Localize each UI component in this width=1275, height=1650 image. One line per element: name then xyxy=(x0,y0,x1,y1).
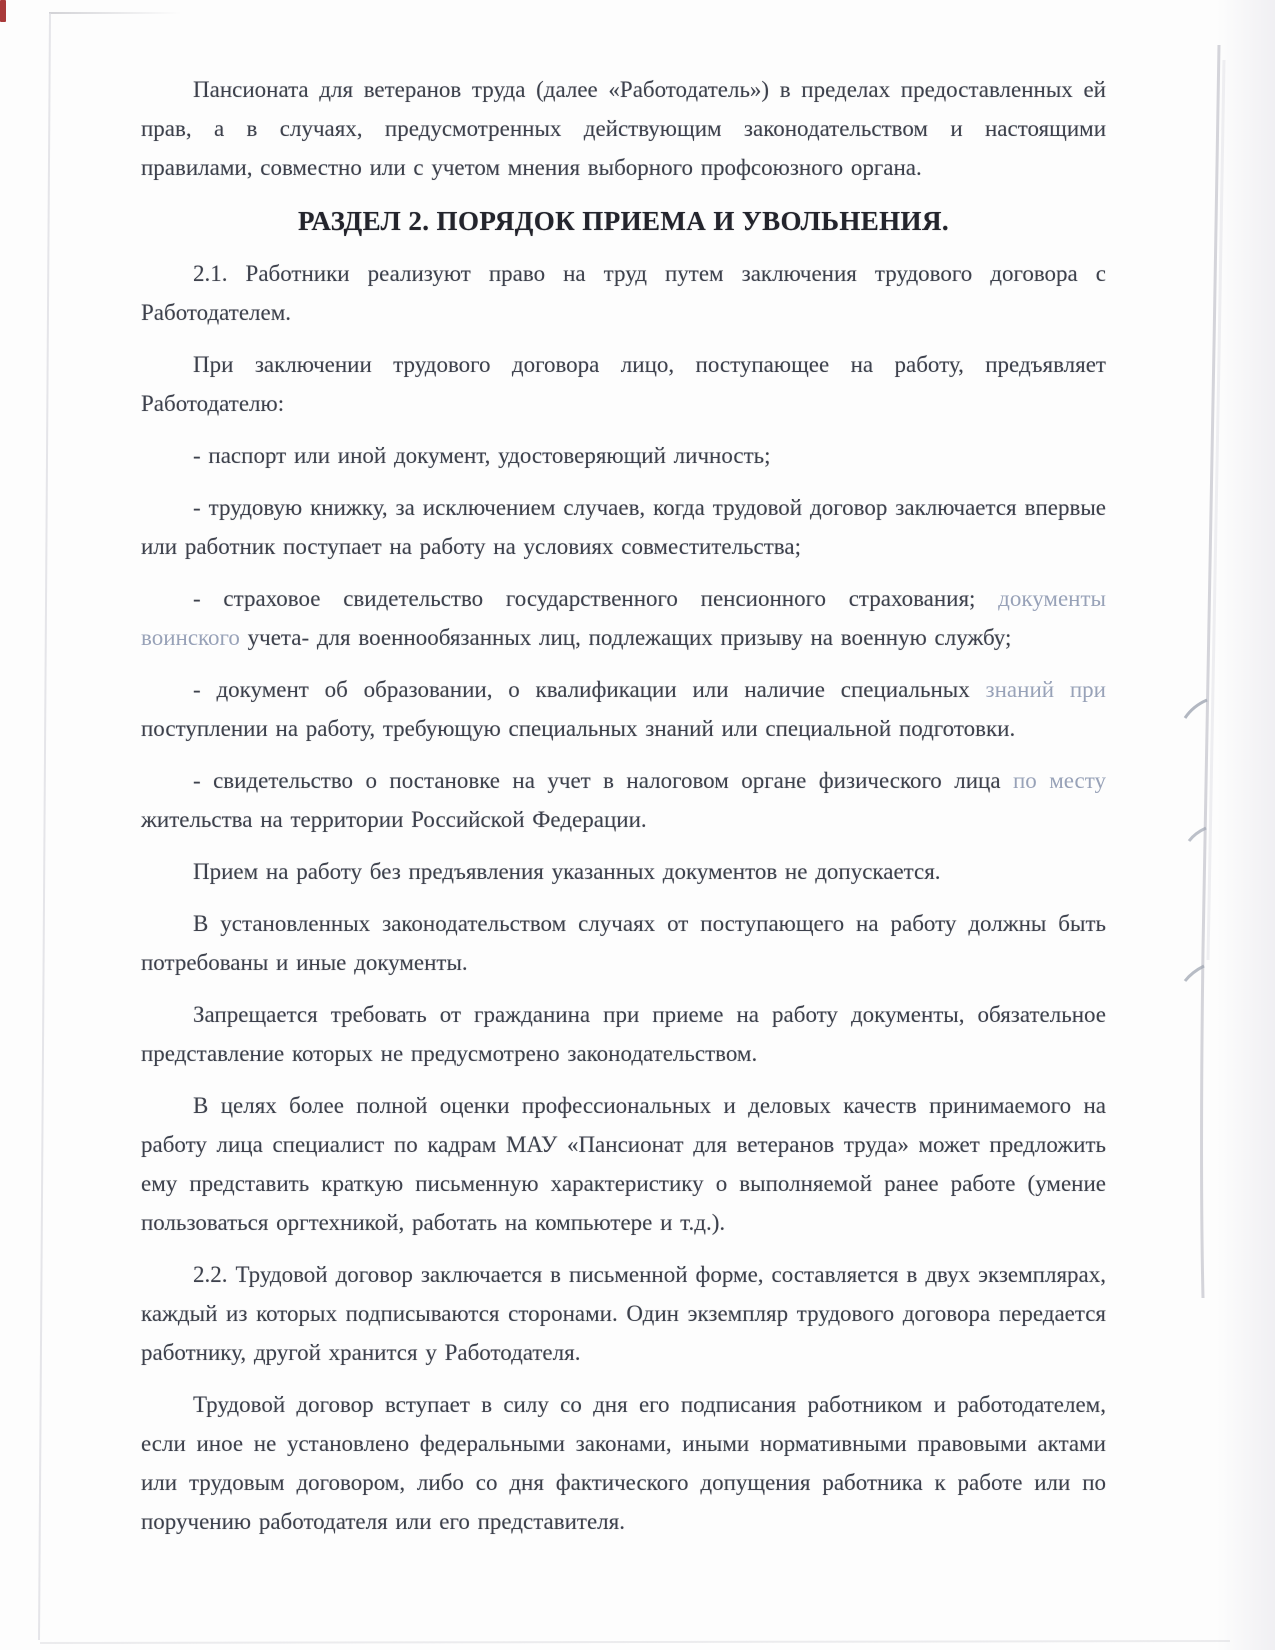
text-segment: учета- для военнообязанных лиц, подлежащих призыву на военную службу; xyxy=(239,625,1012,650)
text-segment: - паспорт или иной документ, удостоверяющий личность; xyxy=(193,443,771,468)
text-segment: Трудовой договор вступает в силу со дня его подписания работником и работодателем, если иное не установлено федеральными законами, иными нормативными правовыми актами или трудовым договором, либо со дня фактического допущения работника к работе или по поручению работодателя или его представителя. xyxy=(141,1392,1106,1534)
document-body xyxy=(141,70,1106,1554)
faded-text-segment: по месту xyxy=(1012,768,1106,793)
text-segment: - документ об образовании, о квалификации или наличие специальных xyxy=(193,677,986,702)
paragraph xyxy=(141,436,1106,475)
text-segment: В установленных законодательством случаях от поступающего на работу должны быть потребованы и иные документы. xyxy=(141,911,1106,975)
paper-edge-top xyxy=(49,12,181,14)
scanner-background-strip xyxy=(1217,0,1275,1650)
text-segment: 2.2. Трудовой договор заключается в письменной форме, составляется в двух экземплярах, каждый из которых подписываются сторонами. Один экземпляр трудового договора передается работнику, другой хранится у Работодателя. xyxy=(141,1262,1106,1365)
paper-fold-right-edge xyxy=(1202,45,1220,1298)
faded-text-segment: документы воинского xyxy=(141,586,1106,650)
paper-edge-bottom xyxy=(40,1641,1230,1643)
section-heading xyxy=(141,200,1106,242)
paragraph xyxy=(141,488,1106,566)
fold-crease-hook-2 xyxy=(1189,828,1206,841)
text-segment: При заключении трудового договора лицо, поступающее на работу, предъявляет Работодателю: xyxy=(141,352,1106,416)
paragraph xyxy=(141,1255,1106,1372)
text-segment: - свидетельство о постановке на учет в налоговом органе физического лица xyxy=(193,768,1013,793)
paragraph xyxy=(141,1086,1106,1242)
text-segment: Запрещается требовать от гражданина при приеме на работу документы, обязательное представление которых не предусмотрено законодательством. xyxy=(141,1002,1106,1066)
paper-fold-right-highlight xyxy=(1208,60,1224,960)
text-segment: В целях более полной оценки профессиональных и деловых качеств принимаемого на работу лица специалист по кадрам МАУ «Пансионат для ветеранов труда» может предложить ему представить краткую письменную характеристику о выполняемой ранее работе (умение пользоваться оргтехникой, работать на компьютере и т.д.). xyxy=(141,1093,1106,1235)
faded-text-segment: знаний при xyxy=(985,677,1106,702)
paragraph xyxy=(141,761,1106,839)
paragraph xyxy=(141,579,1106,657)
text-segment: жительства на территории Российской Федерации. xyxy=(141,807,647,832)
paragraph xyxy=(141,1385,1106,1541)
paragraph xyxy=(141,345,1106,423)
text-segment: РАЗДЕЛ 2. ПОРЯДОК ПРИЕМА И УВОЛЬНЕНИЯ. xyxy=(297,206,950,236)
text-segment: Прием на работу без предъявления указанных документов не допускается. xyxy=(193,859,941,884)
scan-artifact-red-mark xyxy=(0,0,6,22)
paragraph xyxy=(141,904,1106,982)
text-segment: - страховое свидетельство государственного пенсионного страхования; xyxy=(193,586,999,611)
text-segment: 2.1. Работники реализуют право на труд путем заключения трудового договора с Работодателем. xyxy=(141,261,1106,325)
fold-crease-hook-3 xyxy=(1185,966,1204,981)
text-segment: Пансионата для ветеранов труда (далее «Работодатель») в пределах предоставленных ей прав, а в случаях, предусмотренных действующим законодательством и настоящими правилами, совместно или с учетом мнения выборного профсоюзного органа. xyxy=(141,77,1106,180)
paragraph xyxy=(141,254,1106,332)
paragraph xyxy=(141,670,1106,748)
paper-edge-left xyxy=(39,13,50,1640)
text-segment: поступлении на работу, требующую специальных знаний или специальной подготовки. xyxy=(141,716,1016,741)
text-segment: - трудовую книжку, за исключением случаев, когда трудовой договор заключается впервые или работник поступает на работу на условиях совместительства; xyxy=(141,495,1106,559)
paragraph xyxy=(141,852,1106,891)
paragraph xyxy=(141,70,1106,187)
fold-crease-hook-1 xyxy=(1185,700,1207,718)
paragraph xyxy=(141,995,1106,1073)
